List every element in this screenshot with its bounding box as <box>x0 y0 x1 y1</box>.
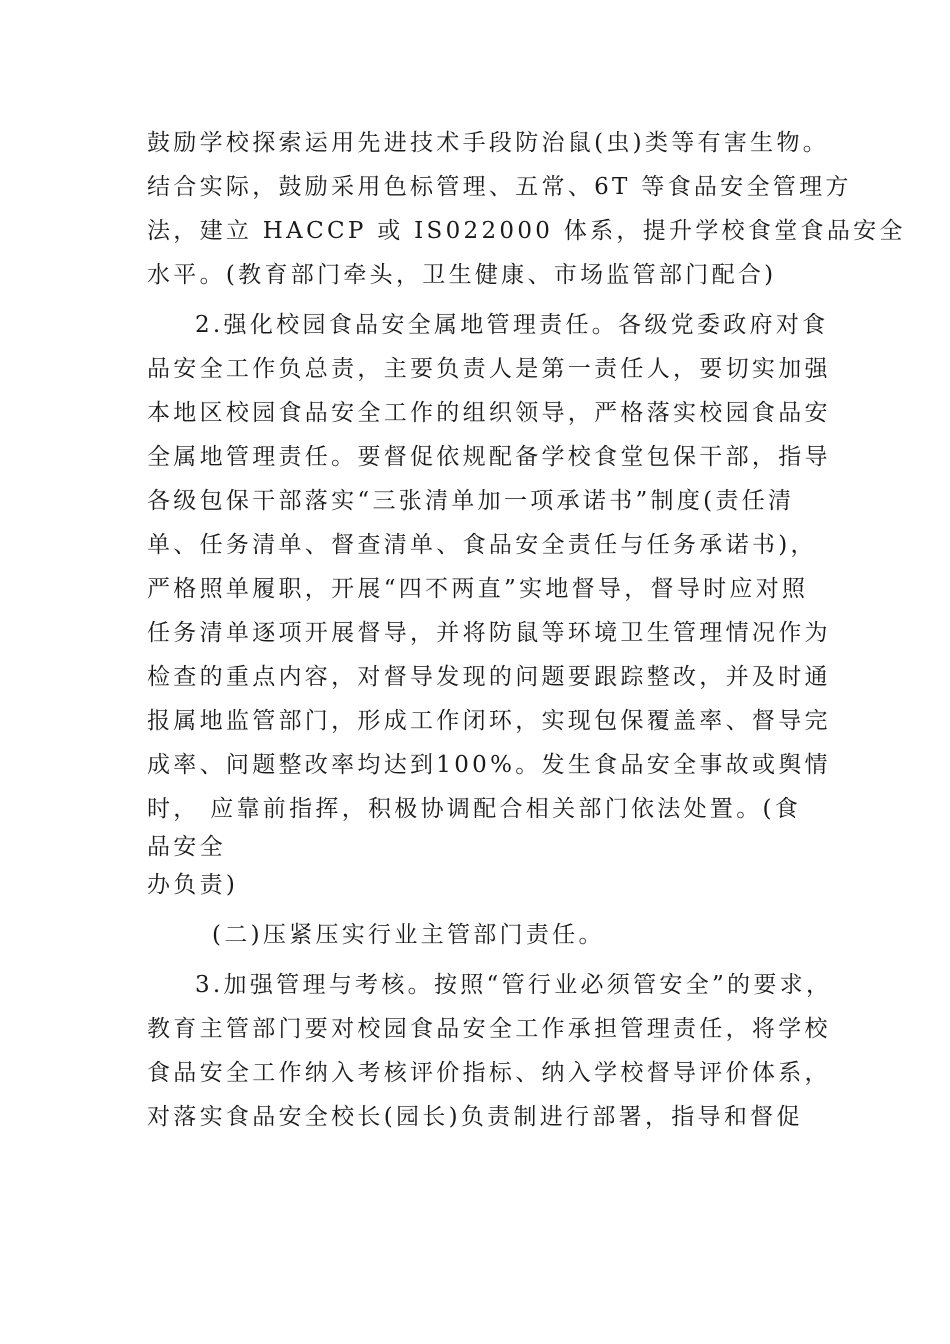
text-line: 检查的重点内容，对督导发现的问题要跟踪整改，并及时通 <box>147 664 831 690</box>
text-line: 时， 应靠前指挥，积极协调配合相关部门依法处置。(食 <box>147 796 802 822</box>
paragraph-start-line: 2.强化校园食品安全属地管理责任。各级党委政府对食 <box>195 312 829 338</box>
text-line: 鼓励学校探索运用先进技术手段防治鼠(虫)类等有害生物。 <box>147 130 830 156</box>
text-line: 各级包保干部落实“三张清单加一项承诺书”制度(责任清 <box>147 488 795 514</box>
text-line: 报属地监管部门，形成工作闭环，实现包保覆盖率、督导完 <box>147 708 831 734</box>
text-line: 结合实际，鼓励采用色标管理、五常、6T 等食品安全管理方 <box>147 174 852 200</box>
text-line: 水平。(教育部门牵头，卫生健康、市场监管部门配合) <box>147 262 777 288</box>
text-line: 法，建立 HACCP 或 IS022000 体系，提升学校食堂食品安全 <box>147 218 906 244</box>
text-line: 食品安全工作纳入考核评价指标、纳入学校督导评价体系， <box>147 1060 831 1086</box>
text-line: 任务清单逐项开展督导，并将防鼠等环境卫生管理情况作为 <box>147 620 831 646</box>
text-line: 成率、问题整改率均达到100%。发生食品安全事故或舆情 <box>147 752 831 778</box>
text-line: 教育主管部门要对校园食品安全工作承担管理责任，将学校 <box>147 1016 831 1042</box>
text-line: 全属地管理责任。要督促依规配备学校食堂包保干部，指导 <box>147 444 831 470</box>
text-line: 严格照单履职，开展“四不两直”实地督导，督导时应对照 <box>147 576 809 602</box>
text-line: 办负责) <box>147 872 239 898</box>
text-line: 品安全 <box>147 834 226 860</box>
paragraph-start-line: 3.加强管理与考核。按照“管行业必须管安全”的要求， <box>195 972 833 998</box>
text-line: 对落实食品安全校长(园长)负责制进行部署，指导和督促 <box>147 1104 803 1130</box>
text-line: 本地区校园食品安全工作的组织领导，严格落实校园食品安 <box>147 400 831 426</box>
text-line: 品安全工作负总责，主要负责人是第一责任人，要切实加强 <box>147 356 831 382</box>
text-line: 单、任务清单、督查清单、食品安全责任与任务承诺书)， <box>147 532 817 558</box>
section-heading: (二)压紧压实行业主管部门责任。 <box>212 922 605 948</box>
